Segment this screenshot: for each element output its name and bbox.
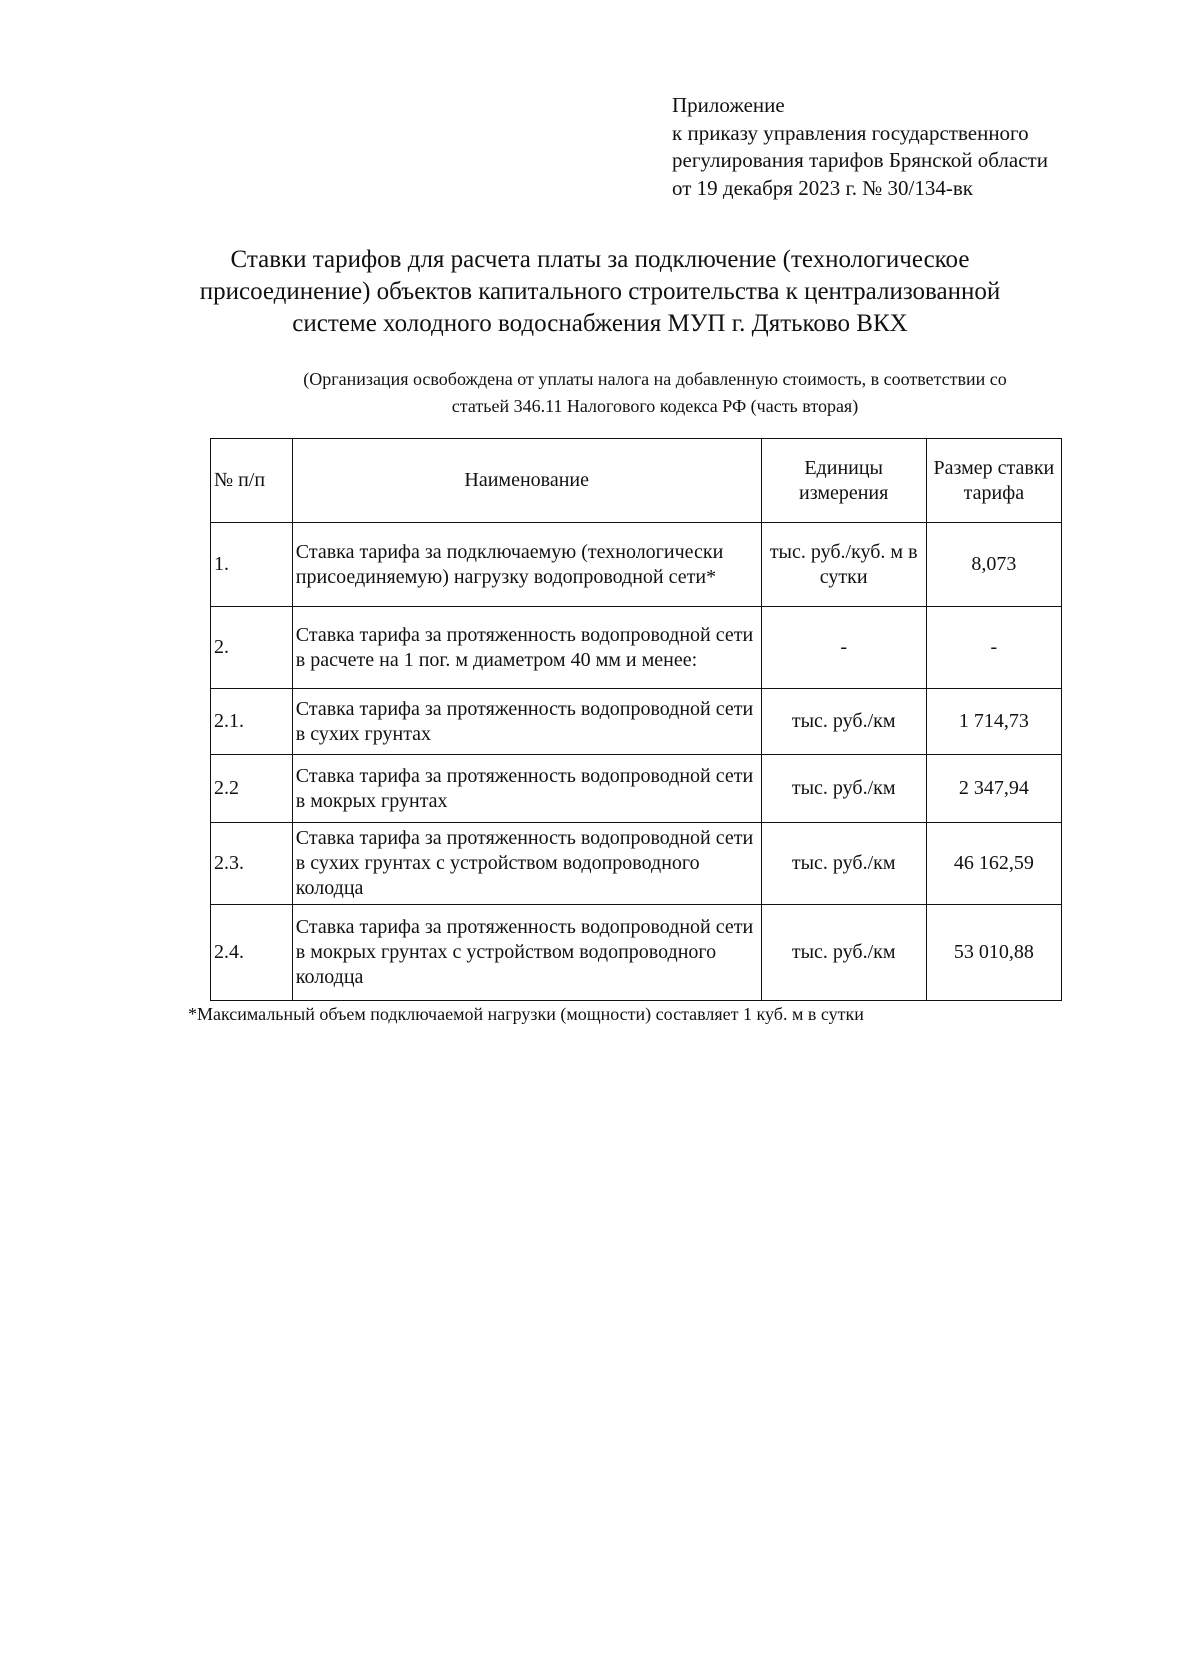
table-row bbox=[211, 607, 1062, 689]
row-name: Ставка тарифа за протяженность водопроводной сети в мокрых грунтах с устройством водопроводного колодца bbox=[292, 905, 761, 1001]
header-num: № п/п bbox=[211, 439, 293, 523]
row-num: 2.1. bbox=[211, 689, 293, 755]
document-title-line-3: системе холодного водоснабжения МУП г. Дятьково ВКХ bbox=[292, 310, 908, 337]
table-header-row bbox=[211, 439, 1062, 523]
order-date-number: от 19 декабря 2023 г. № 30/134-вк bbox=[672, 175, 973, 200]
footnote: *Максимальный объем подключаемой нагрузки (мощности) составляет 1 куб. м в сутки bbox=[188, 1004, 864, 1024]
table-row bbox=[211, 905, 1062, 1001]
vat-exemption-note bbox=[225, 366, 1085, 420]
row-unit: тыс. руб./км bbox=[761, 689, 926, 755]
row-name: Ставка тарифа за протяженность водопроводной сети в сухих грунтах с устройством водопроводного колодца bbox=[292, 823, 761, 905]
row-unit: тыс. руб./км bbox=[761, 905, 926, 1001]
table-row bbox=[211, 523, 1062, 607]
row-value: 46 162,59 bbox=[926, 823, 1061, 905]
order-reference-line-2: регулирования тарифов Брянской области bbox=[672, 148, 1048, 172]
row-value: 53 010,88 bbox=[926, 905, 1061, 1001]
document-title-line-1: Ставки тарифов для расчета платы за подключение (технологическое bbox=[230, 246, 970, 273]
row-unit: - bbox=[761, 607, 926, 689]
row-value: - bbox=[926, 607, 1061, 689]
order-reference-line-1: к приказу управления государственного bbox=[672, 120, 1029, 145]
row-name: Ставка тарифа за протяженность водопроводной сети в мокрых грунтах bbox=[292, 755, 761, 823]
row-name: Ставка тарифа за подключаемую (технологически присоединяемую) нагрузку водопроводной сети* bbox=[292, 523, 761, 607]
header-name: Наименование bbox=[292, 439, 761, 523]
document-title bbox=[130, 244, 1070, 340]
appendix-header bbox=[672, 92, 1132, 202]
row-unit: тыс. руб./куб. м в сутки bbox=[761, 523, 926, 607]
appendix-label: Приложение bbox=[672, 93, 785, 117]
header-value: Размер ставки тарифа bbox=[926, 439, 1061, 523]
row-unit: тыс. руб./км bbox=[761, 755, 926, 823]
row-name: Ставка тарифа за протяженность водопроводной сети в расчете на 1 пог. м диаметром 40 мм и менее: bbox=[292, 607, 761, 689]
vat-exemption-note-line-1: (Организация освобождена от уплаты налога на добавленную стоимость, в соответствии со bbox=[303, 369, 1007, 389]
vat-exemption-note-line-2: статьей 346.11 Налогового кодекса РФ (часть вторая) bbox=[451, 396, 859, 416]
table-row bbox=[211, 823, 1062, 905]
row-value: 2 347,94 bbox=[926, 755, 1061, 823]
document-title-line-2: присоединение) объектов капитального строительства к централизованной bbox=[199, 278, 1001, 305]
table-row bbox=[211, 689, 1062, 755]
row-num: 2. bbox=[211, 607, 293, 689]
row-num: 2.3. bbox=[211, 823, 293, 905]
tariff-rates-table bbox=[210, 438, 1062, 1001]
row-num: 1. bbox=[211, 523, 293, 607]
row-num: 2.2 bbox=[211, 755, 293, 823]
header-unit: Единицы измерения bbox=[761, 439, 926, 523]
row-value: 1 714,73 bbox=[926, 689, 1061, 755]
row-num: 2.4. bbox=[211, 905, 293, 1001]
table-row bbox=[211, 755, 1062, 823]
row-name: Ставка тарифа за протяженность водопроводной сети в сухих грунтах bbox=[292, 689, 761, 755]
row-unit: тыс. руб./км bbox=[761, 823, 926, 905]
row-value: 8,073 bbox=[926, 523, 1061, 607]
